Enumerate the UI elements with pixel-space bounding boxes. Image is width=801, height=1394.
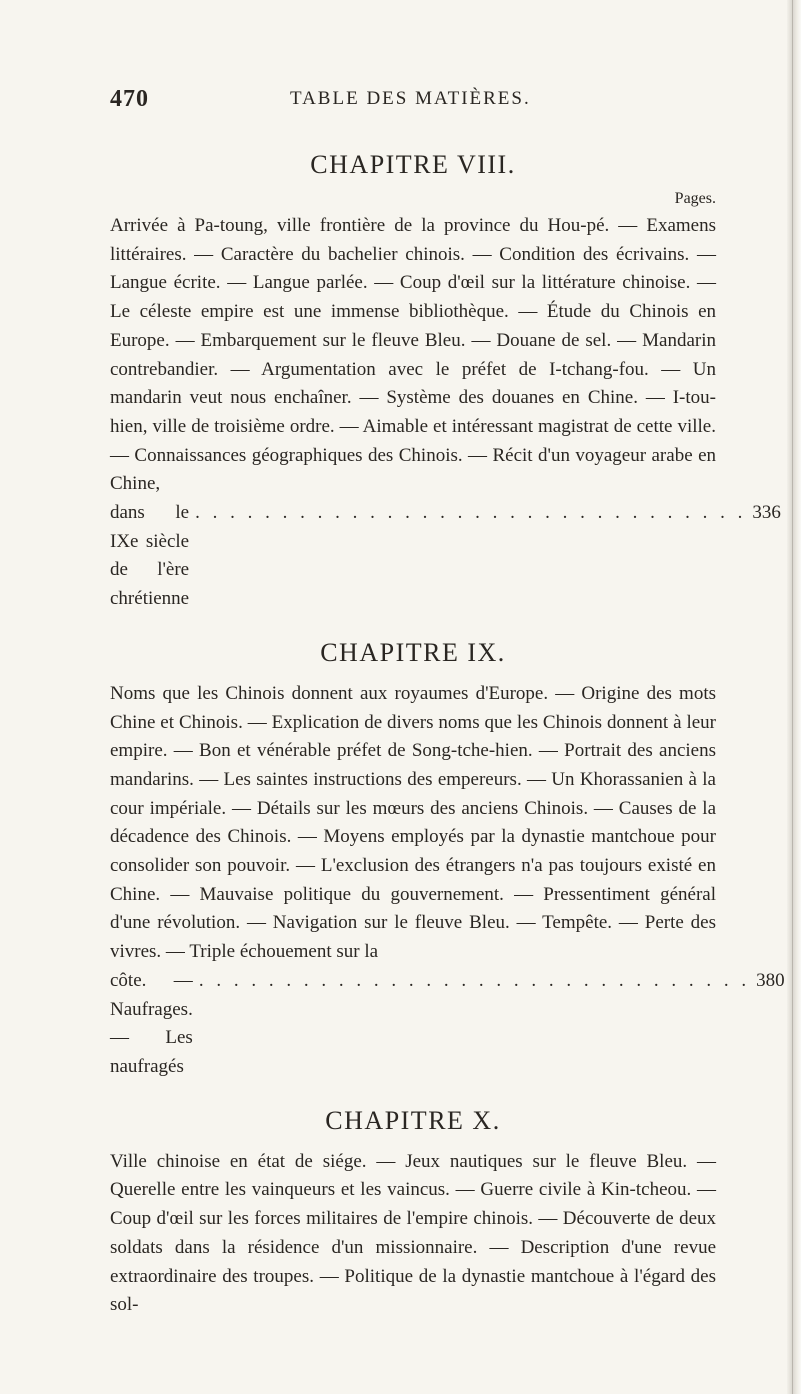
page-number: 470 <box>110 86 149 112</box>
chapter-summary <box>110 680 785 1082</box>
chapter-ix-entry <box>110 637 785 1082</box>
pages-label: Pages. <box>674 190 716 207</box>
running-title: TABLE DES MATIÈRES. <box>290 88 531 109</box>
chapter-title: CHAPITRE X. <box>325 1105 501 1135</box>
page-header <box>110 86 720 116</box>
page-edge-line <box>792 0 793 1394</box>
chapter-title: CHAPITRE VIII. <box>310 150 516 179</box>
leader-dots: . . . . . . . . . . . . . . . . . . . . . . . . . . . . . . . . <box>195 502 747 524</box>
table-of-contents <box>110 150 785 1320</box>
chapter-summary <box>110 1148 716 1320</box>
leader-dots: . . . . . . . . . . . . . . . . . . . . . . . . . . . . . . . . <box>198 969 751 991</box>
page-reference: 380 <box>756 969 785 991</box>
chapter-summary-text: Arrivée à Pa-toung, ville frontière de la province du Hou-pé. — Examens littéraires. — Caractère du bachelier chinois. — Condition des écrivains. — Langue écrite. — Langue parlée. — Coup d'œil sur la littérature chinoise. — Le céleste empire est une immense bibliothèque. — Étude du Chinois en Europe. — Embarquement sur le fleuve Bleu. — Douane de sel. — Mandarin contrebandier. — Argumentation avec le préfet de I-tchang-fou. — Un mandarin veut nous enchaîner. — Système des douanes en Chine. — I-tou-hien, ville de troisième ordre. — Aimable et intéressant magistrat de cette ville. — Connaissances géographiques des Chinois. — Récit d'un voyageur arabe en Chine, <box>110 215 716 495</box>
chapter-last-line <box>110 499 781 614</box>
chapter-summary <box>110 212 781 614</box>
chapter-viii-entry <box>110 150 781 614</box>
page-edge-shadow <box>787 0 801 1394</box>
chapter-summary-text: Ville chinoise en état de siége. — Jeux nautiques sur le fleuve Bleu. — Querelle entre les vainqueurs et les vaincus. — Guerre civile à Kin-tcheou. — Coup d'œil sur les forces militaires de l'empire chinois. — Découverte de deux soldats dans la résidence d'un missionnaire. — Description d'une revue extraordinaire des troupes. — Politique de la dynastie mantchoue à l'égard des sol- <box>110 1150 716 1316</box>
chapter-x-entry <box>110 1106 716 1320</box>
page-reference: 336 <box>752 502 781 524</box>
chapter-summary-text: Noms que les Chinois donnent aux royaumes d'Europe. — Origine des mots Chine et Chinois. — Explication de divers noms que les Chinois donnent à leur empire. — Bon et vénérable préfet de Song-tche-hien. — Portrait des anciens mandarins. — Les saintes instructions des empereurs. — Un Khorassanien à la cour impériale. — Détails sur les mœurs des anciens Chinois. — Causes de la décadence des Chinois. — Moyens employés par la dynastie mantchoue pour consolider son pouvoir. — L'exclusion des étrangers n'a pas toujours existé en Chine. — Mauvaise politique du gouvernement. — Pressentiment général d'une révolution. — Navigation sur le fleuve Bleu. — Tempête. — Perte des vivres. — Triple échouement sur la <box>110 682 716 963</box>
chapter-last-line-text: dans le IXe siècle de l'ère chrétienne <box>110 502 190 610</box>
chapter-title: CHAPITRE IX. <box>320 637 506 667</box>
chapter-last-line <box>110 967 785 1082</box>
chapter-last-line-text: côte. — Naufrages. — Les naufragés <box>110 969 193 1077</box>
